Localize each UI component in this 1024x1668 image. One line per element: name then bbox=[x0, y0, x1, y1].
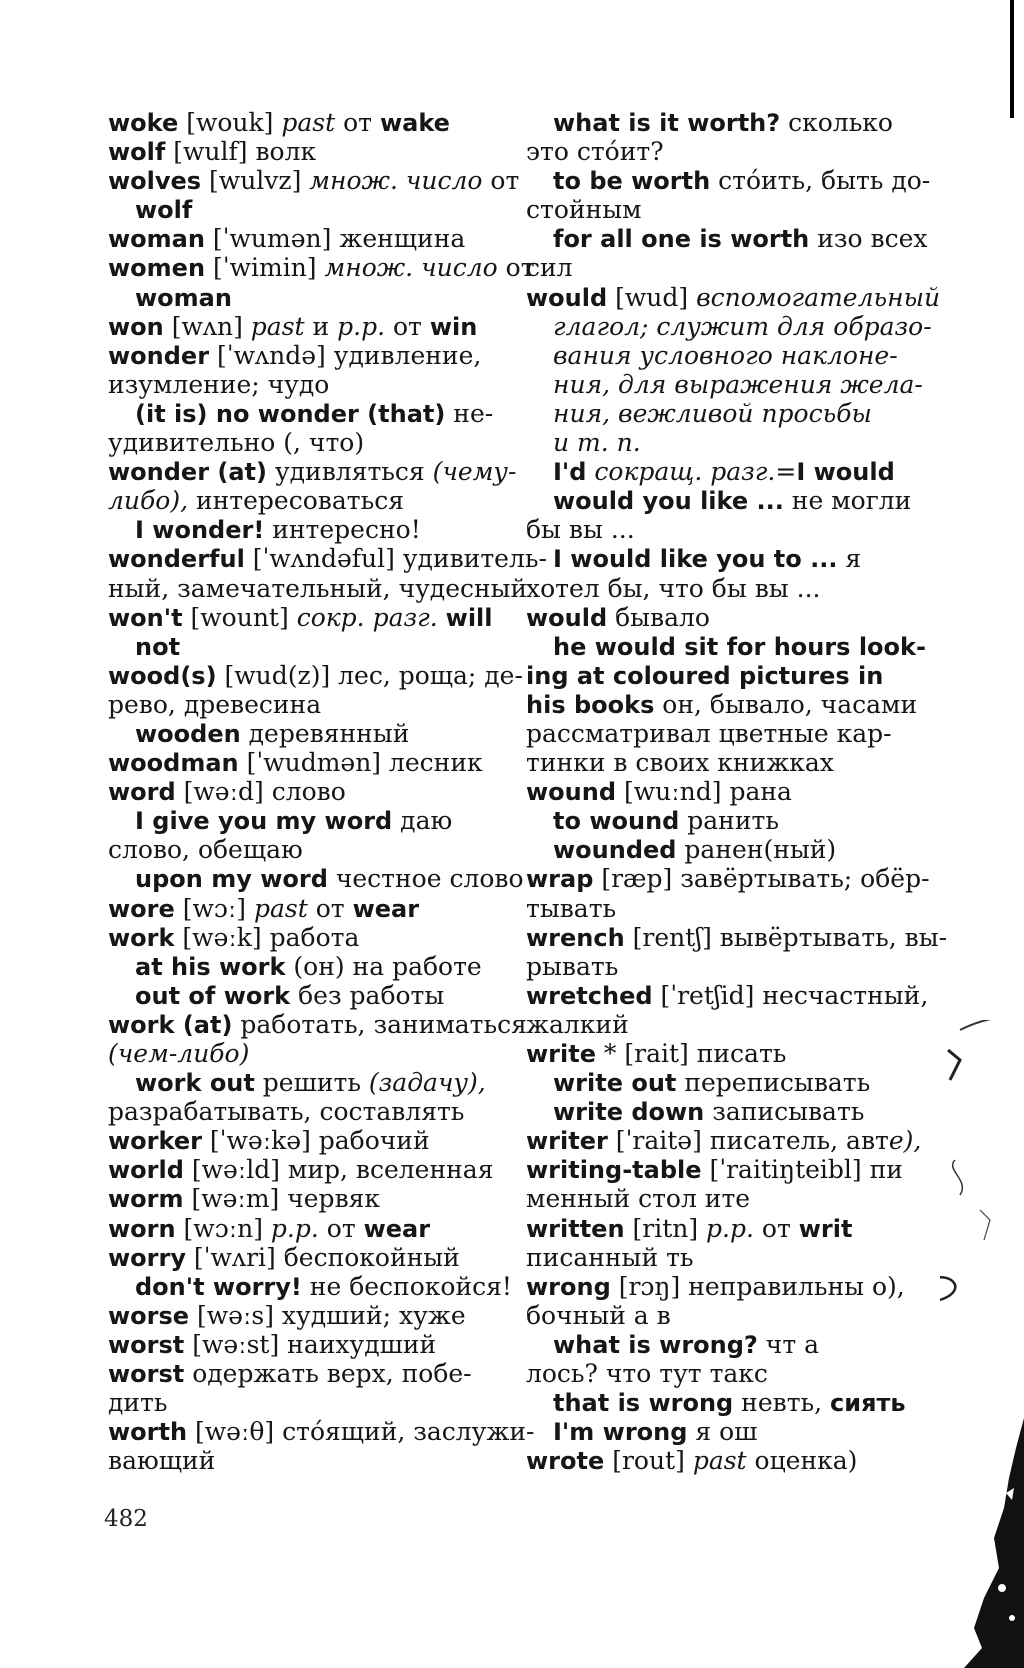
headword: worm bbox=[108, 1185, 184, 1214]
dictionary-subentry-line bbox=[553, 108, 976, 137]
headword: at his work bbox=[135, 952, 286, 981]
dictionary-entry-line bbox=[108, 1359, 528, 1388]
definition-text: [ˈretʃid] несчастный, bbox=[652, 980, 929, 1010]
definition-text: от bbox=[497, 253, 535, 283]
definition-text: сто́ить, быть до- bbox=[710, 166, 931, 196]
definition-text: бы вы ... bbox=[526, 515, 635, 545]
definition-text: разрабатывать, составлять bbox=[108, 1097, 465, 1127]
headword: world bbox=[108, 1156, 184, 1185]
headword: сиять bbox=[830, 1389, 906, 1418]
definition-text: ранить bbox=[679, 806, 779, 836]
grammar-note: и т. п. bbox=[553, 428, 641, 458]
headword: worse bbox=[108, 1301, 190, 1330]
headword: woman bbox=[135, 283, 232, 312]
definition-text: [wud(z)] лес, роща; де- bbox=[216, 660, 523, 690]
dictionary-continuation-line bbox=[108, 574, 528, 603]
dictionary-subentry-line bbox=[553, 1330, 976, 1359]
definition-text: рассматривал цветные кар- bbox=[526, 718, 892, 748]
headword: wood(s) bbox=[108, 661, 217, 690]
definition-text: [wud] bbox=[607, 282, 697, 312]
dictionary-subentry-line bbox=[108, 399, 528, 428]
dictionary-subentry-line bbox=[108, 1272, 528, 1301]
definition-text: [wulvz] bbox=[201, 166, 310, 196]
headword: write down bbox=[553, 1098, 705, 1127]
dictionary-continuation-line bbox=[108, 486, 528, 515]
definition-text: [rɔŋ] неправильны о), bbox=[610, 1271, 905, 1301]
dictionary-subentry-line bbox=[553, 1388, 976, 1417]
definition-text: он, бывало, часами bbox=[654, 689, 918, 719]
dictionary-continuation-line bbox=[526, 690, 976, 719]
definition-text: жалкий bbox=[526, 1009, 629, 1039]
dictionary-entry-line bbox=[108, 457, 528, 486]
definition-text: деревянный bbox=[240, 718, 410, 748]
headword: what is wrong? bbox=[553, 1330, 758, 1359]
definition-text: = bbox=[775, 457, 797, 487]
definition-text: это сто́ит? bbox=[526, 137, 664, 167]
dictionary-continuation-line bbox=[108, 428, 528, 457]
definition-text: невть, bbox=[733, 1388, 831, 1418]
definition-text: [wəːd] слово bbox=[175, 777, 346, 807]
dictionary-continuation-line bbox=[526, 894, 976, 923]
grammar-note: ния, вежливой просьбы bbox=[553, 398, 872, 428]
dictionary-entry-line bbox=[108, 777, 528, 806]
grammar-note: p.p. bbox=[706, 1213, 754, 1243]
dictionary-subentry-line bbox=[553, 166, 976, 195]
dictionary-entry-line bbox=[108, 1243, 528, 1272]
dictionary-continuation-line bbox=[526, 1301, 976, 1330]
definition-text: [rentʃ] вывёртывать, вы- bbox=[624, 922, 948, 952]
dictionary-entry-line bbox=[526, 864, 976, 893]
headword: I would bbox=[796, 458, 895, 487]
dictionary-entry-line bbox=[108, 603, 528, 632]
definition-text: переписывать bbox=[676, 1068, 871, 1098]
headword: write bbox=[526, 1040, 596, 1068]
headword: won bbox=[108, 312, 164, 341]
definition-text: чт а bbox=[757, 1329, 820, 1359]
headword: woman bbox=[108, 225, 205, 254]
definition-text: бочный а в bbox=[526, 1300, 671, 1330]
grammar-note: ния, для выражения жела- bbox=[553, 369, 923, 399]
headword: what is it worth? bbox=[553, 109, 781, 137]
headword: he would sit for hours look- bbox=[553, 632, 926, 661]
dictionary-subentry-line bbox=[553, 544, 976, 573]
headword: worker bbox=[108, 1127, 202, 1156]
headword: wear bbox=[363, 1214, 431, 1243]
headword: would you like ... bbox=[553, 487, 784, 516]
dictionary-subentry-line bbox=[108, 981, 528, 1010]
definition-text: [ræp] завёртывать; обёр- bbox=[593, 864, 930, 894]
headword: would bbox=[526, 283, 608, 312]
headword: worry bbox=[108, 1243, 186, 1272]
headword: for all one is worth bbox=[553, 225, 810, 254]
dictionary-entry-line bbox=[108, 1417, 535, 1447]
headword: woodman bbox=[108, 749, 239, 778]
dictionary-continuation-line bbox=[108, 195, 528, 224]
headword: to wound bbox=[553, 807, 680, 836]
grammar-note: past bbox=[692, 1446, 747, 1476]
binding-edge-line bbox=[1010, 0, 1014, 118]
dictionary-entry-line bbox=[526, 1126, 976, 1155]
definition-text: рево, древесина bbox=[108, 689, 322, 719]
headword: wonder bbox=[108, 341, 210, 370]
headword: not bbox=[135, 632, 181, 661]
dictionary-entry-line bbox=[526, 981, 976, 1010]
dictionary-subentry-line bbox=[553, 457, 976, 486]
definition-text: изумление; чудо bbox=[108, 369, 330, 399]
headword: wrench bbox=[526, 923, 625, 952]
dictionary-entry-line bbox=[108, 661, 528, 690]
dictionary-continuation-line bbox=[108, 1446, 528, 1475]
headword: wolves bbox=[108, 167, 202, 196]
grammar-note: p.p. bbox=[270, 1213, 319, 1243]
dictionary-subentry-line bbox=[553, 224, 976, 253]
dictionary-continuation-line bbox=[526, 574, 976, 603]
dictionary-entry-line bbox=[108, 224, 528, 253]
definition-text: [wəːk] работа bbox=[174, 922, 360, 952]
definition-text: [wʌn] bbox=[163, 311, 251, 341]
left-column bbox=[108, 108, 547, 1476]
headword: work bbox=[108, 923, 175, 952]
headword: worst bbox=[108, 1330, 185, 1359]
dictionary-entry-line bbox=[526, 1039, 976, 1068]
headword: writing-table bbox=[526, 1156, 702, 1185]
headword: wonderful bbox=[108, 545, 245, 574]
definition-text: [wəːst] наихудший bbox=[184, 1329, 437, 1359]
definition-text: [ˈwimin] bbox=[205, 253, 325, 283]
dictionary-entry-line bbox=[526, 1446, 976, 1475]
definition-text: [ˈraitə] писатель, авт bbox=[607, 1126, 889, 1156]
definition-text: [ˈwəːkə] рабочий bbox=[201, 1126, 430, 1156]
grammar-note: либо), bbox=[108, 486, 189, 516]
definition-text: одержать верх, побе- bbox=[184, 1359, 472, 1389]
page-number: 482 bbox=[104, 1506, 148, 1532]
dictionary-entry-line bbox=[108, 253, 535, 283]
dictionary-continuation-line bbox=[553, 399, 976, 428]
definition-text: решить bbox=[254, 1068, 369, 1098]
definition-text: и bbox=[304, 311, 338, 341]
headword: that is wrong bbox=[553, 1389, 734, 1418]
headword: wooden bbox=[135, 719, 241, 748]
grammar-note: (чем-либо) bbox=[108, 1039, 250, 1068]
headword: written bbox=[526, 1214, 625, 1243]
dictionary-entry-line bbox=[108, 1184, 528, 1213]
dictionary-continuation-line bbox=[108, 632, 528, 661]
headword: wrap bbox=[526, 865, 594, 894]
definition-text: ный, замечательный, чудесный bbox=[108, 573, 528, 603]
dictionary-continuation-line bbox=[526, 137, 976, 166]
dictionary-entry-line bbox=[526, 603, 976, 632]
dictionary-subentry-line bbox=[553, 1417, 976, 1446]
headword: would bbox=[526, 603, 608, 632]
definition-text: [wulf] волк bbox=[165, 137, 317, 167]
dictionary-subentry-line bbox=[108, 1068, 528, 1097]
dictionary-continuation-line bbox=[526, 952, 976, 981]
dictionary-continuation-line bbox=[108, 1039, 528, 1068]
dictionary-entry-line bbox=[526, 283, 976, 312]
dictionary-entry-line bbox=[108, 1330, 528, 1359]
dictionary-continuation-line bbox=[108, 283, 528, 312]
headword: (it is) no wonder (that) bbox=[135, 399, 446, 428]
headword: I'm wrong bbox=[553, 1418, 688, 1447]
definition-text: [rout] bbox=[604, 1446, 693, 1476]
definition-text: сколько bbox=[780, 108, 893, 137]
grammar-note: множ. число bbox=[309, 166, 483, 196]
grammar-note: вания условного наклоне- bbox=[553, 340, 898, 370]
definition-text: сил bbox=[526, 253, 573, 283]
definition-text: * [rait] писать bbox=[595, 1039, 787, 1068]
headword: wonder (at) bbox=[108, 458, 267, 487]
dictionary-continuation-line bbox=[526, 1010, 976, 1039]
dictionary-subentry-line bbox=[553, 486, 976, 515]
dictionary-subentry-line bbox=[553, 1097, 976, 1126]
definition-text: от bbox=[307, 893, 353, 923]
definition-text: [wəːm] червяк bbox=[183, 1184, 381, 1214]
headword: wore bbox=[108, 894, 175, 923]
headword: won't bbox=[108, 603, 183, 632]
definition-text: [wəːθ] сто́ящий, заслужи- bbox=[187, 1417, 535, 1447]
definition-text: от bbox=[335, 108, 380, 137]
definition-text: [wɔː] bbox=[174, 893, 255, 923]
dictionary-subentry-line bbox=[108, 719, 528, 748]
dictionary-entry-line bbox=[108, 1214, 528, 1243]
dictionary-continuation-line bbox=[108, 1388, 528, 1417]
definition-text: записывать bbox=[704, 1097, 865, 1127]
dictionary-entry-line bbox=[108, 1010, 528, 1039]
headword: word bbox=[108, 778, 176, 807]
headword: worth bbox=[108, 1418, 188, 1447]
headword: woke bbox=[108, 109, 179, 137]
dictionary-entry-line bbox=[108, 1126, 528, 1155]
definition-text: я bbox=[837, 544, 862, 574]
dictionary-entry-line bbox=[108, 166, 528, 195]
definition-text: тывать bbox=[526, 893, 617, 923]
grammar-note: сокращ. разг. bbox=[594, 457, 776, 487]
dictionary-continuation-line bbox=[526, 253, 976, 282]
definition-text: стойным bbox=[526, 195, 642, 225]
headword: I give you my word bbox=[135, 807, 393, 836]
headword: wretched bbox=[526, 981, 653, 1010]
dictionary-entry-line bbox=[108, 894, 528, 923]
definition-text: лось? что тут такс bbox=[526, 1359, 768, 1389]
definition-text: я ош bbox=[687, 1417, 758, 1447]
dictionary-continuation-line bbox=[553, 312, 976, 341]
dictionary-continuation-line bbox=[526, 661, 976, 690]
headword: writer bbox=[526, 1127, 608, 1156]
grammar-note: past bbox=[254, 893, 308, 923]
dictionary-entry-line bbox=[108, 1301, 528, 1330]
grammar-note: p.p. bbox=[337, 311, 386, 341]
dictionary-continuation-line bbox=[108, 1097, 528, 1126]
grammar-note: множ. число bbox=[324, 253, 498, 283]
definition-text: от bbox=[318, 1213, 364, 1243]
definition-text: от bbox=[385, 311, 430, 341]
definition-text: [ˈwʌndəful] удивитель- bbox=[244, 544, 547, 574]
dictionary-entry-line bbox=[526, 923, 976, 952]
dictionary-continuation-line bbox=[553, 341, 976, 370]
definition-text: честное слово bbox=[327, 864, 524, 894]
grammar-note: past bbox=[250, 311, 305, 341]
definition-text: рывать bbox=[526, 951, 619, 981]
definition-text: от bbox=[753, 1213, 799, 1243]
headword: wolf bbox=[135, 196, 193, 225]
dictionary-continuation-line bbox=[526, 195, 976, 224]
dictionary-continuation-line bbox=[526, 719, 976, 748]
headword: work (at) bbox=[108, 1010, 233, 1039]
headword: to be worth bbox=[553, 167, 711, 196]
headword: will bbox=[445, 603, 493, 632]
headword: I would like you to ... bbox=[553, 545, 838, 574]
headword: his books bbox=[526, 690, 655, 719]
dictionary-subentry-line bbox=[553, 632, 976, 661]
dictionary-subentry-line bbox=[108, 806, 528, 835]
headword: ing at coloured pictures in bbox=[526, 661, 884, 690]
headword: I wonder! bbox=[135, 516, 265, 545]
headword: worn bbox=[108, 1214, 176, 1243]
dictionary-entry-line bbox=[526, 1214, 976, 1243]
grammar-note: сокр. разг. bbox=[296, 602, 438, 632]
dictionary-entry-line bbox=[108, 923, 528, 952]
headword: worst bbox=[108, 1360, 185, 1389]
definition-text: [wuːnd] рана bbox=[616, 777, 792, 807]
definition-text: [ˈwʌri] беспокойный bbox=[185, 1242, 460, 1272]
definition-text: даю bbox=[392, 806, 453, 836]
dictionary-entry-line bbox=[108, 544, 547, 574]
headword: wounded bbox=[553, 836, 677, 865]
grammar-note: (чему- bbox=[432, 457, 517, 487]
dictionary-subentry-line bbox=[553, 1068, 976, 1097]
dictionary-continuation-line bbox=[526, 515, 976, 544]
dictionary-continuation-line bbox=[108, 835, 528, 864]
definition-text: не- bbox=[445, 398, 494, 428]
dictionary-entry-line bbox=[108, 341, 528, 370]
definition-text: [wəːs] худший; хуже bbox=[189, 1300, 466, 1330]
definition-text: изо всех bbox=[809, 224, 928, 254]
headword: wear bbox=[352, 894, 420, 923]
definition-text bbox=[438, 603, 446, 632]
definition-text: [ˈwumən] женщина bbox=[204, 224, 466, 254]
headword: women bbox=[108, 254, 206, 283]
dictionary-entry-line bbox=[108, 312, 528, 341]
page-fold-scribble bbox=[940, 1020, 1024, 1320]
definition-text: менный стол ите bbox=[526, 1184, 751, 1214]
dictionary-entry-line bbox=[108, 1155, 528, 1184]
grammar-note: (задачу), bbox=[368, 1068, 486, 1098]
definition-text: работать, заниматься bbox=[232, 1009, 527, 1039]
headword: wolf bbox=[108, 138, 166, 167]
headword: wrote bbox=[526, 1447, 605, 1476]
dictionary-entry-line bbox=[108, 748, 528, 777]
definition-text: бывало bbox=[607, 602, 710, 632]
definition-text: дить bbox=[108, 1388, 168, 1418]
dictionary-subentry-line bbox=[108, 515, 528, 544]
dictionary-subentry-line bbox=[553, 806, 976, 835]
dictionary-continuation-line bbox=[108, 370, 528, 399]
headword: work out bbox=[135, 1069, 255, 1098]
headword: wake bbox=[379, 109, 450, 137]
dictionary-continuation-line bbox=[526, 1243, 976, 1272]
grammar-note: past bbox=[281, 108, 336, 137]
dictionary-continuation-line bbox=[526, 1359, 976, 1388]
dictionary-continuation-line bbox=[553, 428, 976, 457]
definition-text: не могли bbox=[783, 486, 912, 516]
dictionary-entry-line bbox=[526, 1155, 976, 1184]
definition-text: [wouk] bbox=[178, 108, 282, 137]
definition-text: без работы bbox=[290, 980, 445, 1010]
headword: writ bbox=[798, 1214, 853, 1243]
definition-text: слово, обещаю bbox=[108, 835, 303, 865]
headword: wound bbox=[526, 778, 617, 807]
dictionary-continuation-line bbox=[526, 1184, 976, 1213]
definition-text: хотел бы, что бы вы ... bbox=[526, 573, 821, 603]
definition-text: [ˈwʌndə] удивление, bbox=[209, 340, 482, 370]
right-column bbox=[526, 108, 976, 1476]
definition-text: оценка) bbox=[746, 1446, 858, 1476]
definition-text: [ˈwudmən] лесник bbox=[238, 748, 483, 778]
definition-text: [ˈraitiŋteibl] пи bbox=[701, 1155, 903, 1185]
grammar-note: вспомогательный bbox=[696, 282, 941, 312]
definition-text: от bbox=[482, 166, 520, 196]
definition-text: ранен(ный) bbox=[676, 835, 837, 865]
headword: out of work bbox=[135, 981, 291, 1010]
headword: upon my word bbox=[135, 865, 328, 894]
definition-text: вающий bbox=[108, 1446, 216, 1476]
definition-text: интересно! bbox=[264, 515, 421, 545]
grammar-note: e), bbox=[888, 1126, 922, 1156]
definition-text: [wɔːn] bbox=[175, 1213, 271, 1243]
headword: don't worry! bbox=[135, 1272, 302, 1301]
definition-text: [wəːld] мир, вселенная bbox=[183, 1155, 494, 1185]
dictionary-entry-line bbox=[526, 777, 976, 806]
dictionary-entry-line bbox=[108, 108, 528, 137]
definition-text: [ritn] bbox=[624, 1213, 707, 1243]
dictionary-subentry-line bbox=[108, 952, 528, 981]
definition-text: [wount] bbox=[182, 602, 297, 632]
dictionary-subentry-line bbox=[108, 864, 528, 893]
headword: write out bbox=[553, 1069, 677, 1098]
definition-text: интересоваться bbox=[188, 486, 404, 516]
dictionary-continuation-line bbox=[108, 690, 528, 719]
headword: I'd bbox=[553, 458, 587, 487]
dictionary-entry-line bbox=[526, 1272, 976, 1301]
definition-text: тинки в своих книжках bbox=[526, 748, 834, 778]
definition-text: удивительно (, что) bbox=[108, 428, 365, 458]
definition-text: писанный ть bbox=[526, 1242, 694, 1272]
headword: wrong bbox=[526, 1272, 611, 1301]
dictionary-entry-line bbox=[108, 137, 528, 166]
dictionary-continuation-line bbox=[553, 370, 976, 399]
definition-text: (он) на работе bbox=[285, 951, 482, 981]
grammar-note: глагол; служит для образо- bbox=[553, 311, 932, 341]
dictionary-continuation-line bbox=[526, 748, 976, 777]
definition-text: удивляться bbox=[267, 457, 433, 487]
ink-stain bbox=[954, 1418, 1024, 1668]
dictionary-subentry-line bbox=[553, 835, 976, 864]
definition-text: не беспокойся! bbox=[301, 1271, 512, 1301]
headword: win bbox=[429, 312, 478, 341]
